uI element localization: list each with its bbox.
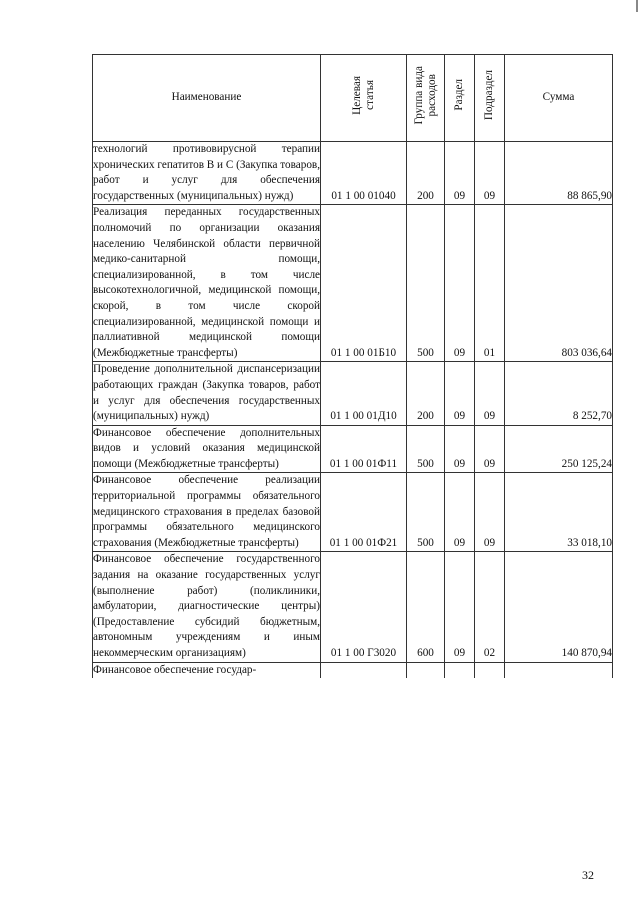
row-sum: 88 865,90 xyxy=(505,142,613,205)
header-name: Наименование xyxy=(93,55,321,142)
row-sum xyxy=(505,662,613,678)
row-article: 01 1 00 01Д10 xyxy=(321,362,407,425)
row-name: Финансовое обеспечение реализации территориальной программы обязательного медицинского страхования в пределах базовой программы обязательного медицинского страхования (Межбюджетные трансферты) xyxy=(93,473,321,552)
table-row xyxy=(93,552,613,662)
row-name: Реализация переданных государственных полномочий по организации оказания населению Челябинской области первичной медико-санитарной помощи, специализированной, в том числе высокотехнологичной, медицинской помощи, скорой, в том числе скорой специализированной, медицинской помощи и паллиативной медицинской помощи (Межбюджетные трансферты) xyxy=(93,205,321,362)
row-subsection: 09 xyxy=(475,362,505,425)
row-sum: 140 870,94 xyxy=(505,552,613,662)
table-row xyxy=(93,473,613,552)
budget-table xyxy=(92,54,613,678)
row-name: Финансовое обеспечение государственного задания на оказание государственных услуг (выполнение работ) (поликлиники, амбулатории, диагностические центры) (Предоставление субсидий бюджетным, автономным учреждениям и иным некоммерческим организациям) xyxy=(93,552,321,662)
row-article xyxy=(321,662,407,678)
header-subsection: Подраздел xyxy=(475,55,505,142)
row-article: 01 1 00 01Б10 xyxy=(321,205,407,362)
row-section: 09 xyxy=(445,552,475,662)
row-subsection: 01 xyxy=(475,205,505,362)
page-number: 32 xyxy=(582,868,594,882)
row-group: 500 xyxy=(407,205,445,362)
row-article: 01 1 00 Г3020 xyxy=(321,552,407,662)
row-group: 200 xyxy=(407,142,445,205)
row-name: технологий противовирусной терапии хронических гепатитов В и С (Закупка товаров, работ и услуг для обеспечения государственных (муниципальных) нужд) xyxy=(93,142,321,205)
row-section: 09 xyxy=(445,473,475,552)
row-article: 01 1 00 01Ф21 xyxy=(321,473,407,552)
row-sum: 33 018,10 xyxy=(505,473,613,552)
row-subsection: 09 xyxy=(475,473,505,552)
table-row xyxy=(93,425,613,473)
row-article: 01 1 00 01040 xyxy=(321,142,407,205)
row-section: 09 xyxy=(445,362,475,425)
row-section: 09 xyxy=(445,142,475,205)
row-section: 09 xyxy=(445,205,475,362)
row-sum: 8 252,70 xyxy=(505,362,613,425)
row-group xyxy=(407,662,445,678)
row-sum: 803 036,64 xyxy=(505,205,613,362)
row-name: Проведение дополнительной диспансеризации работающих граждан (Закупка товаров, работ и услуг для обеспечения государственных (муниципальных) нужд) xyxy=(93,362,321,425)
header-sum: Сумма xyxy=(505,55,613,142)
row-sum: 250 125,24 xyxy=(505,425,613,473)
row-name: Финансовое обеспечение государ- xyxy=(93,662,321,678)
row-name: Финансовое обеспечение дополнительных видов и условий оказания медицинской помощи (Межбюджетные трансферты) xyxy=(93,425,321,473)
row-group: 200 xyxy=(407,362,445,425)
row-subsection: 09 xyxy=(475,425,505,473)
header-section: Раздел xyxy=(445,55,475,142)
row-subsection: 09 xyxy=(475,142,505,205)
row-group: 500 xyxy=(407,473,445,552)
table-row xyxy=(93,205,613,362)
row-section xyxy=(445,662,475,678)
header-target-article: Целевая статья xyxy=(321,55,407,142)
table-row xyxy=(93,142,613,205)
table-row xyxy=(93,662,613,678)
scan-edge-mark xyxy=(636,0,638,12)
row-subsection: 02 xyxy=(475,552,505,662)
table-header-row xyxy=(93,55,613,142)
row-article: 01 1 00 01Ф11 xyxy=(321,425,407,473)
table-row xyxy=(93,362,613,425)
header-expense-group: Группа вида расходов xyxy=(407,55,445,142)
row-subsection xyxy=(475,662,505,678)
row-group: 600 xyxy=(407,552,445,662)
row-group: 500 xyxy=(407,425,445,473)
row-section: 09 xyxy=(445,425,475,473)
